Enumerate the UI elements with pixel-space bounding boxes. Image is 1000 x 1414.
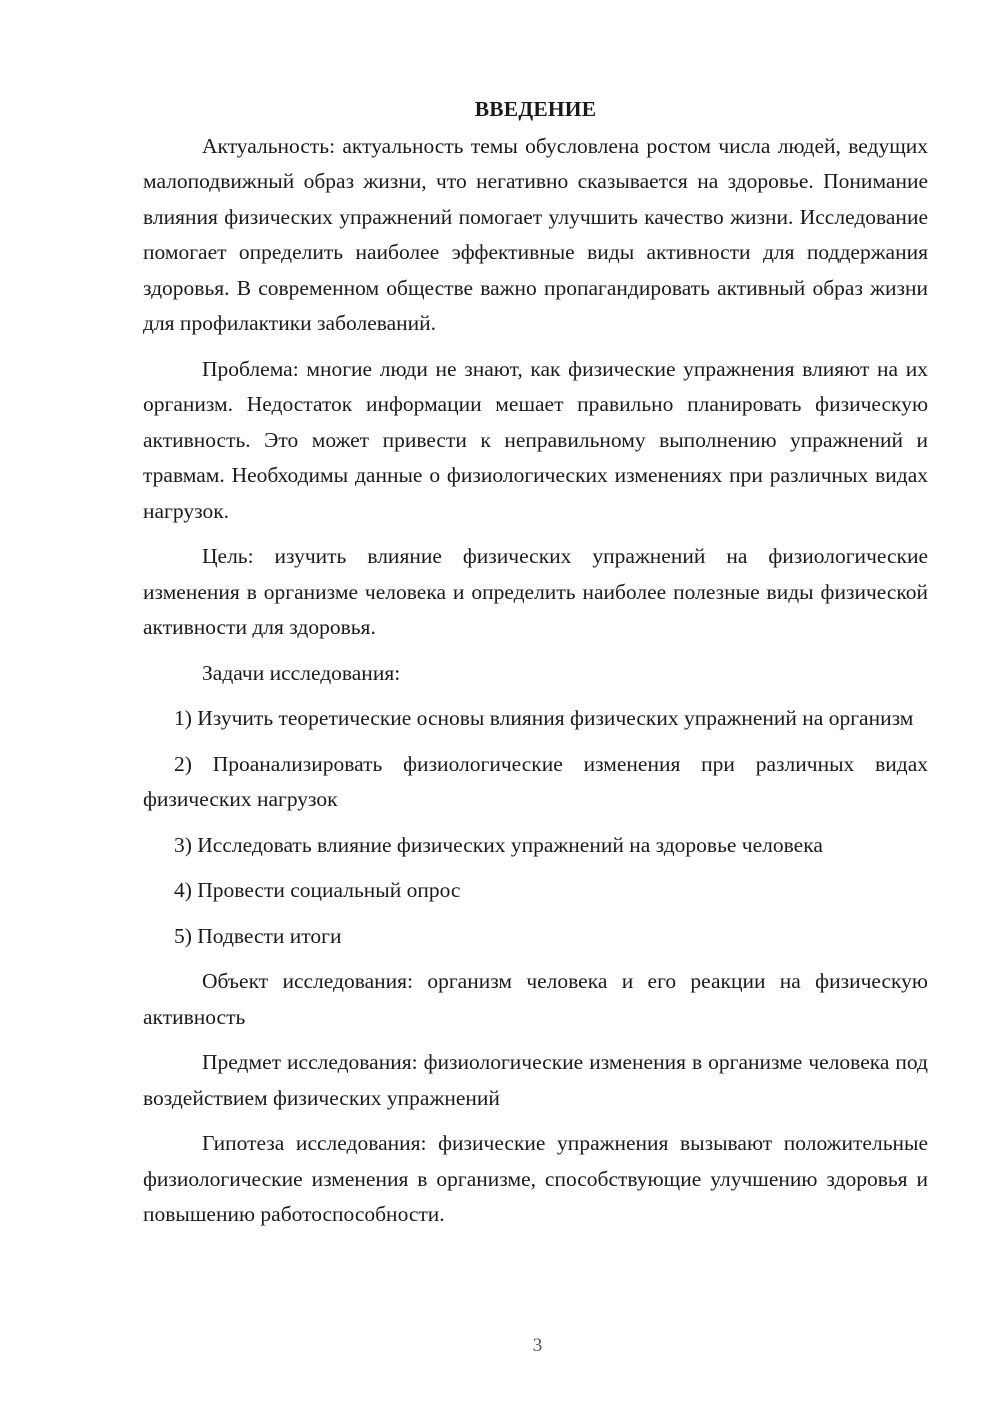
task-item-4: 4) Провести социальный опрос bbox=[174, 878, 461, 902]
task-item-1: 1) Изучить теоретические основы влияния физических упражнений на организм bbox=[174, 706, 914, 730]
subject-paragraph: Предмет исследования: физиологические изменения в организме человека под воздействием физических упражнений bbox=[143, 1050, 928, 1110]
object-paragraph: Объект исследования: организм человека и его реакции на физическую активность bbox=[143, 969, 928, 1029]
goal-paragraph: Цель: изучить влияние физических упражнений на физиологические изменения в организме человека и определить наиболее полезные виды физической активности для здоровья. bbox=[143, 544, 928, 639]
task-item-3: 3) Исследовать влияние физических упражнений на здоровье человека bbox=[174, 832, 823, 857]
task-item-2: 2) Проанализировать физиологические изменения при различных видах физических нагрузок bbox=[143, 751, 928, 811]
tasks-heading: Задачи исследования: bbox=[202, 660, 401, 685]
relevance-paragraph: Актуальность: актуальность темы обусловлена ростом числа людей, ведущих малоподвижный образ жизни, что негативно сказывается на здоровье. Понимание влияния физических упражнений помогает улучшить качество жизни. Исследование помогает определить наиболее эффективные виды активности для поддержания здоровья. В современном обществе важно пропагандировать активный образ жизни для профилактики заболеваний. bbox=[143, 133, 928, 335]
page-content bbox=[143, 92, 928, 1243]
hypothesis-paragraph: Гипотеза исследования: физические упражнения вызывают положительные физиологические изменения в организме, способствующие улучшению здоровья и повышению работоспособности. bbox=[143, 1131, 928, 1226]
task-item-5: 5) Подвести итоги bbox=[174, 923, 342, 948]
page-title: ВВЕДЕНИЕ bbox=[474, 97, 597, 121]
page-number: 3 bbox=[532, 1335, 543, 1356]
problem-paragraph: Проблема: многие люди не знают, как физические упражнения влияют на их организм. Недостаток информации мешает правильно планировать физическую активность. Это может привести к неправильному выполнению упражнений и травмам. Необходимы данные о физиологических изменениях при различных видах нагрузок. bbox=[143, 356, 928, 523]
